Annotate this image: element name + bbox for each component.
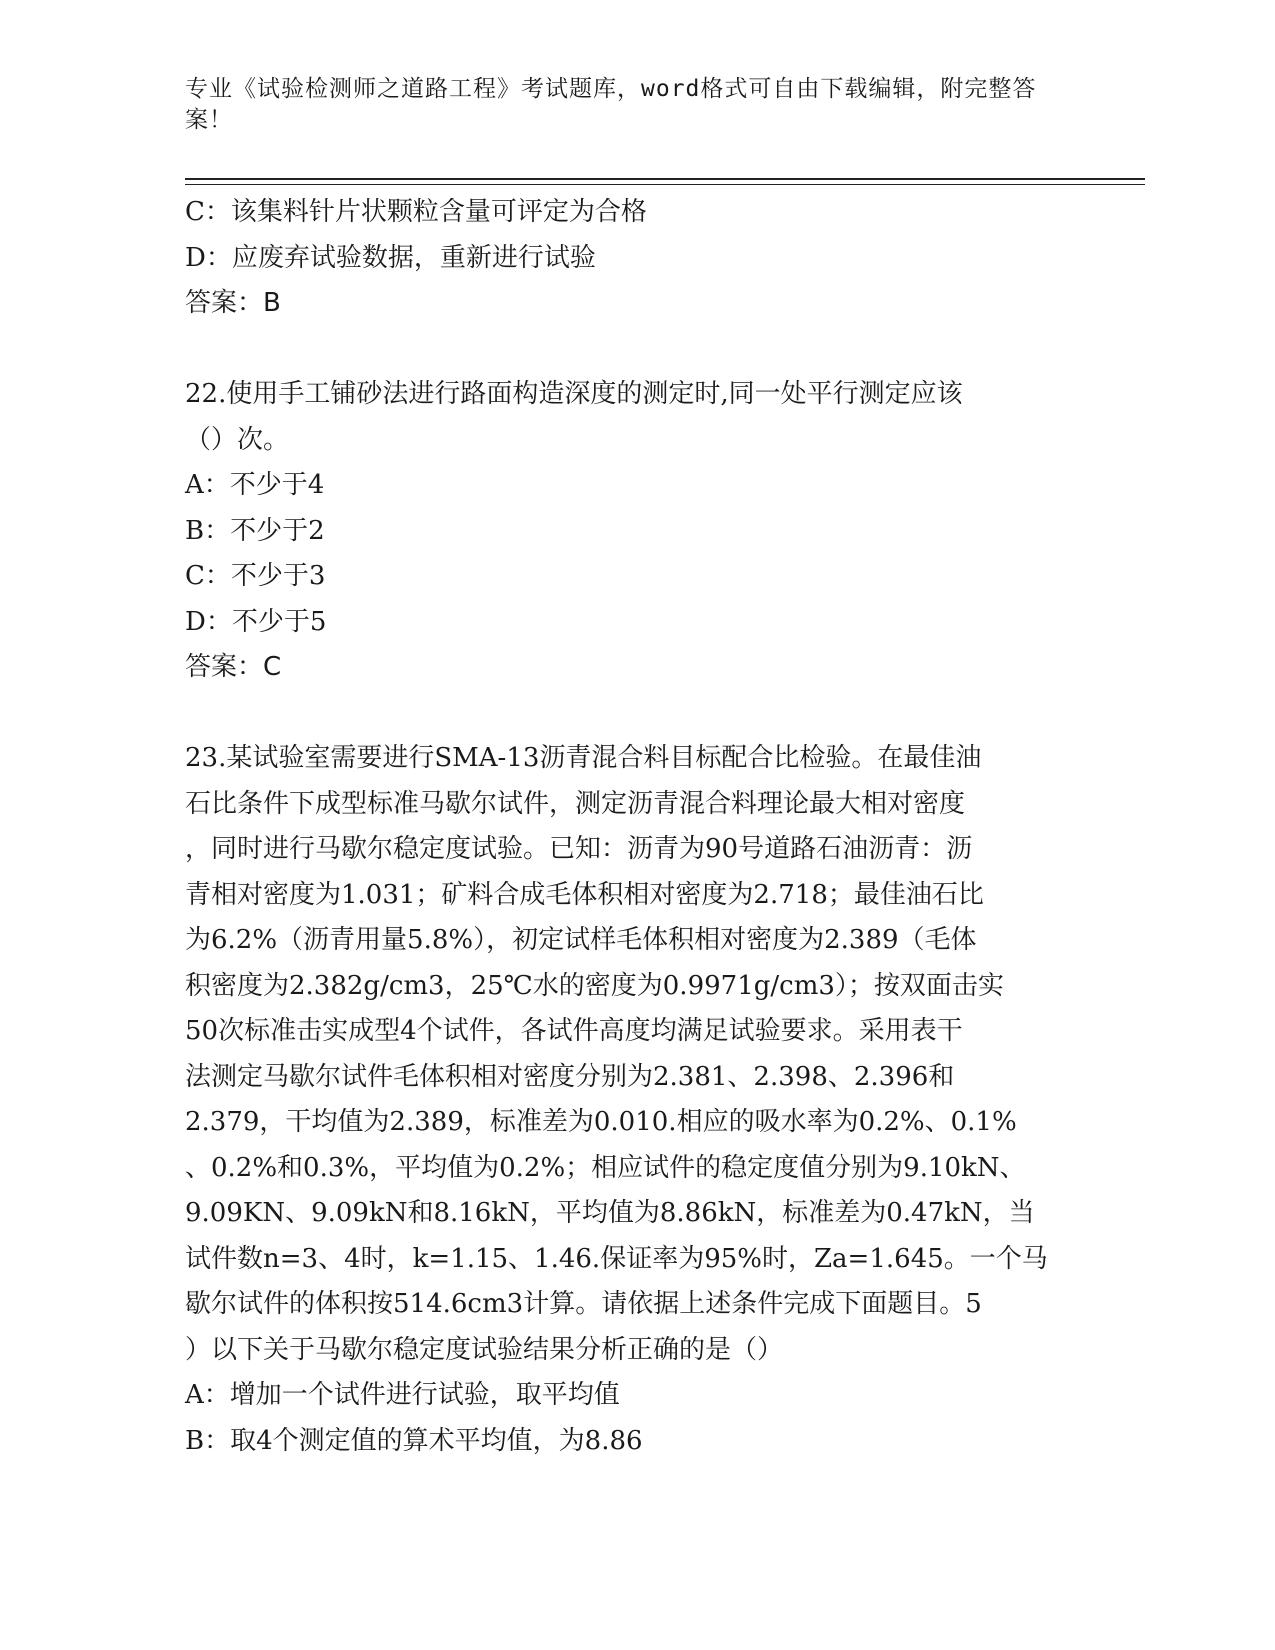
question-text-line: 50次标准击实成型4个试件，各试件高度均满足试验要求。采用表干: [185, 1016, 963, 1046]
answer-line: 答案：C: [185, 652, 282, 682]
question-text-line: 22.使用手工铺砂法进行路面构造深度的测定时,同一处平行测定应该: [185, 379, 963, 409]
question-text-line: 青相对密度为1.031；矿料合成毛体积相对密度为2.718；最佳油石比: [185, 879, 984, 910]
question-text-line: 歇尔试件的体积按514.6cm3计算。请依据上述条件完成下面题目。5: [185, 1289, 982, 1319]
question-text-line: 为6.2%（沥青用量5.8%），初定试样毛体积相对密度为2.389（毛体: [185, 925, 977, 955]
spacer: [185, 691, 1085, 737]
question-text-line: 23.某试验室需要进行SMA-13沥青混合料目标配合比检验。在最佳油: [185, 743, 982, 773]
question-text-line: 9.09KN、9.09kN和8.16kN，平均值为8.86kN，标准差为0.47kN，当: [185, 1198, 1035, 1228]
question-text-line: 法测定马歇尔试件毛体积相对密度分别为2.381、2.398、2.396和: [185, 1061, 955, 1092]
question-text-line: 积密度为2.382g/cm3，25℃水的密度为0.9971g/cm3）；按双面击实: [185, 970, 1004, 1001]
header-divider-thick: [185, 178, 1145, 180]
option-a: A：增加一个试件进行试验，取平均值: [185, 1380, 620, 1410]
option-c: C：该集料针片状颗粒含量可评定为合格: [185, 197, 647, 227]
option-c: C：不少于3: [185, 561, 326, 591]
header-divider-thin: [185, 184, 1145, 185]
option-d: D：不少于5: [185, 606, 327, 637]
question-22: [185, 372, 1085, 691]
header-line-1: 专业《试验检测师之道路工程》考试题库，word格式可自由下载编辑，附完整答: [185, 76, 1037, 102]
question-text-line: 、0.2%和0.3%，平均值为0.2%；相应试件的稳定度值分别为9.10kN、: [185, 1152, 1026, 1183]
spacer: [185, 327, 1085, 373]
prev-question: [185, 190, 1085, 327]
question-content: [185, 190, 1085, 1464]
header-line-2: 案！: [185, 107, 233, 133]
question-23: [185, 736, 1085, 1464]
option-b: B：取4个测定值的算术平均值，为8.86: [185, 1425, 643, 1456]
question-text-line: ）以下关于马歇尔稳定度试验结果分析正确的是（）: [185, 1334, 784, 1365]
option-b: B：不少于2: [185, 515, 325, 546]
question-text-line: 试件数n=3、4时，k=1.15、1.46.保证率为95%时，Za=1.645。一个马: [185, 1243, 1048, 1274]
question-text-line: （）次。: [185, 424, 290, 455]
question-text-line: 2.379，干均值为2.389，标准差为0.010.相应的吸水率为0.2%、0.1%: [185, 1107, 1017, 1137]
option-a: A：不少于4: [185, 470, 325, 500]
answer-line: 答案：B: [185, 288, 281, 318]
document-header: [185, 74, 1065, 136]
question-text-line: 石比条件下成型标准马歇尔试件，测定沥青混合料理论最大相对密度: [185, 788, 966, 819]
option-d: D：应废弃试验数据，重新进行试验: [185, 242, 596, 273]
question-text-line: ，同时进行马歇尔稳定度试验。已知：沥青为90号道路石油沥青：沥: [185, 834, 973, 864]
